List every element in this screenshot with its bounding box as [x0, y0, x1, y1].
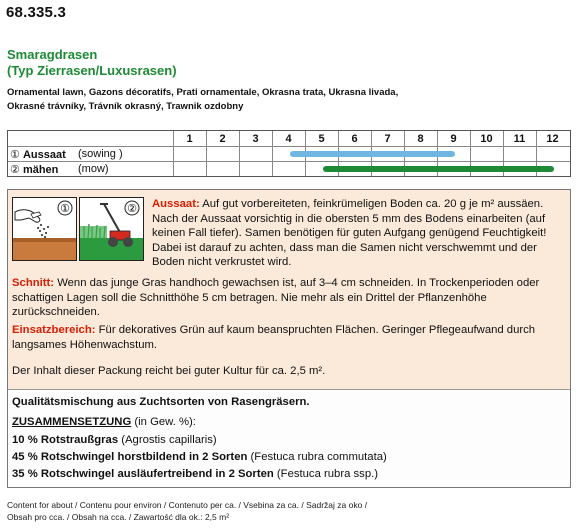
translations-line-1: Ornamental lawn, Gazons décoratifs, Prati ornamentale, Okrasna trata, Ukrasna livada, — [7, 87, 399, 98]
illustration-marker-1: ① — [60, 203, 70, 215]
hand-sowing-seeds-icon — [12, 197, 77, 261]
schnitt-paragraph — [12, 276, 567, 320]
month-header: 2 — [219, 133, 226, 145]
einsatzbereich-text: Für dekoratives Grün auf kaum beanspruchten Flächen. Geringer Pflegeaufwand durch langsames Höhenwachstum. — [12, 324, 536, 351]
month-header: 4 — [285, 133, 292, 145]
month-header: 7 — [384, 133, 391, 145]
month-header: 9 — [450, 133, 457, 145]
package-content-note: Der Inhalt dieser Packung reicht bei guter Kultur für ca. 2,5 m². — [12, 365, 326, 377]
row-translation-mow: (mow) — [78, 163, 109, 175]
lawn-mower-grass-icon — [79, 197, 144, 261]
footer-content-line-2: Obsah pro cca. / Obsah na cca. / Zawartość dla ok.: 2,5 m² — [7, 512, 230, 522]
schnitt-heading: Schnitt: — [12, 277, 55, 289]
composition-item-name: 35 % Rotschwingel ausläufertreibend in 2 Sorten — [12, 468, 274, 480]
composition-item — [12, 451, 387, 463]
schnitt-text: Wenn das junge Gras handhoch gewachsen ist, auf 3–4 cm schneiden. In Trockenperioden oder schattigen Lagen soll die Schnitthöhe 5 cm betragen. Nie mehr als ein Drittel der Pflanzenhöhe zurückschneiden. — [12, 277, 540, 318]
month-header: 10 — [480, 133, 493, 145]
composition-item — [12, 468, 378, 480]
product-code: 68.335.3 — [6, 4, 66, 21]
month-header: 3 — [252, 133, 259, 145]
month-header: 12 — [546, 133, 559, 145]
composition-item-latin: (Agrostis capillaris) — [121, 434, 217, 446]
product-name: Smaragdrasen — [7, 47, 98, 62]
einsatzbereich-heading: Einsatzbereich: — [12, 324, 96, 336]
translations-line-2: Okrasné trávníky, Trávník okrasný, Trawnik ozdobny — [7, 101, 244, 112]
month-header: 1 — [186, 133, 193, 145]
mowing-period-bar — [323, 166, 554, 172]
composition-unit: (in Gew. %): — [134, 416, 196, 428]
row-label-aussaat: ① Aussaat — [10, 149, 66, 161]
row-label-maehen: ② mähen — [10, 164, 59, 176]
sowing-calendar — [7, 130, 571, 177]
composition-item-latin: (Festuca rubra commutata) — [250, 451, 387, 463]
month-header: 8 — [417, 133, 424, 145]
composition-heading — [12, 416, 196, 428]
composition-item-name: 10 % Rotstraußgras — [12, 434, 119, 446]
footer-content-line-1: Content for about / Contenu pour environ / Contenuto per ca. / Vsebina za ca. / Sadržaj za oko / — [7, 500, 368, 510]
composition-item-latin: (Festuca rubra ssp.) — [276, 468, 378, 480]
aussaat-paragraph — [152, 197, 567, 270]
composition-item-name: 45 % Rotschwingel horstbildend in 2 Sorten — [12, 451, 248, 463]
product-type: (Typ Zierrasen/Luxusrasen) — [7, 63, 177, 78]
month-header: 6 — [351, 133, 358, 145]
einsatzbereich-paragraph — [12, 323, 567, 352]
aussaat-text: Auf gut vorbereiteten, feinkrümeligen Boden ca. 20 g je m² aussäen. Nach der Aussaat vorsichtig in die obersten 5 mm des Bodens einarbeiten (auf keinen Fall tiefer). Samen benötigen für guten Aufgang genügend Feuchtigkeit! Dabei ist darauf zu achten, dass man die Samen nicht verschwemmt und der Boden nicht verkrustet wird. — [152, 198, 547, 268]
sowing-period-bar — [290, 151, 455, 157]
row-translation-sowing: (sowing ) — [78, 148, 123, 160]
month-header: 11 — [513, 133, 526, 145]
composition-item — [12, 434, 217, 446]
month-header: 5 — [318, 133, 325, 145]
quality-statement: Qualitätsmischung aus Zuchtsorten von Rasengräsern. — [12, 396, 310, 408]
aussaat-heading: Aussaat: — [152, 198, 200, 210]
illustration-marker-2: ② — [127, 203, 137, 215]
composition-title: ZUSAMMENSETZUNG — [12, 416, 132, 428]
